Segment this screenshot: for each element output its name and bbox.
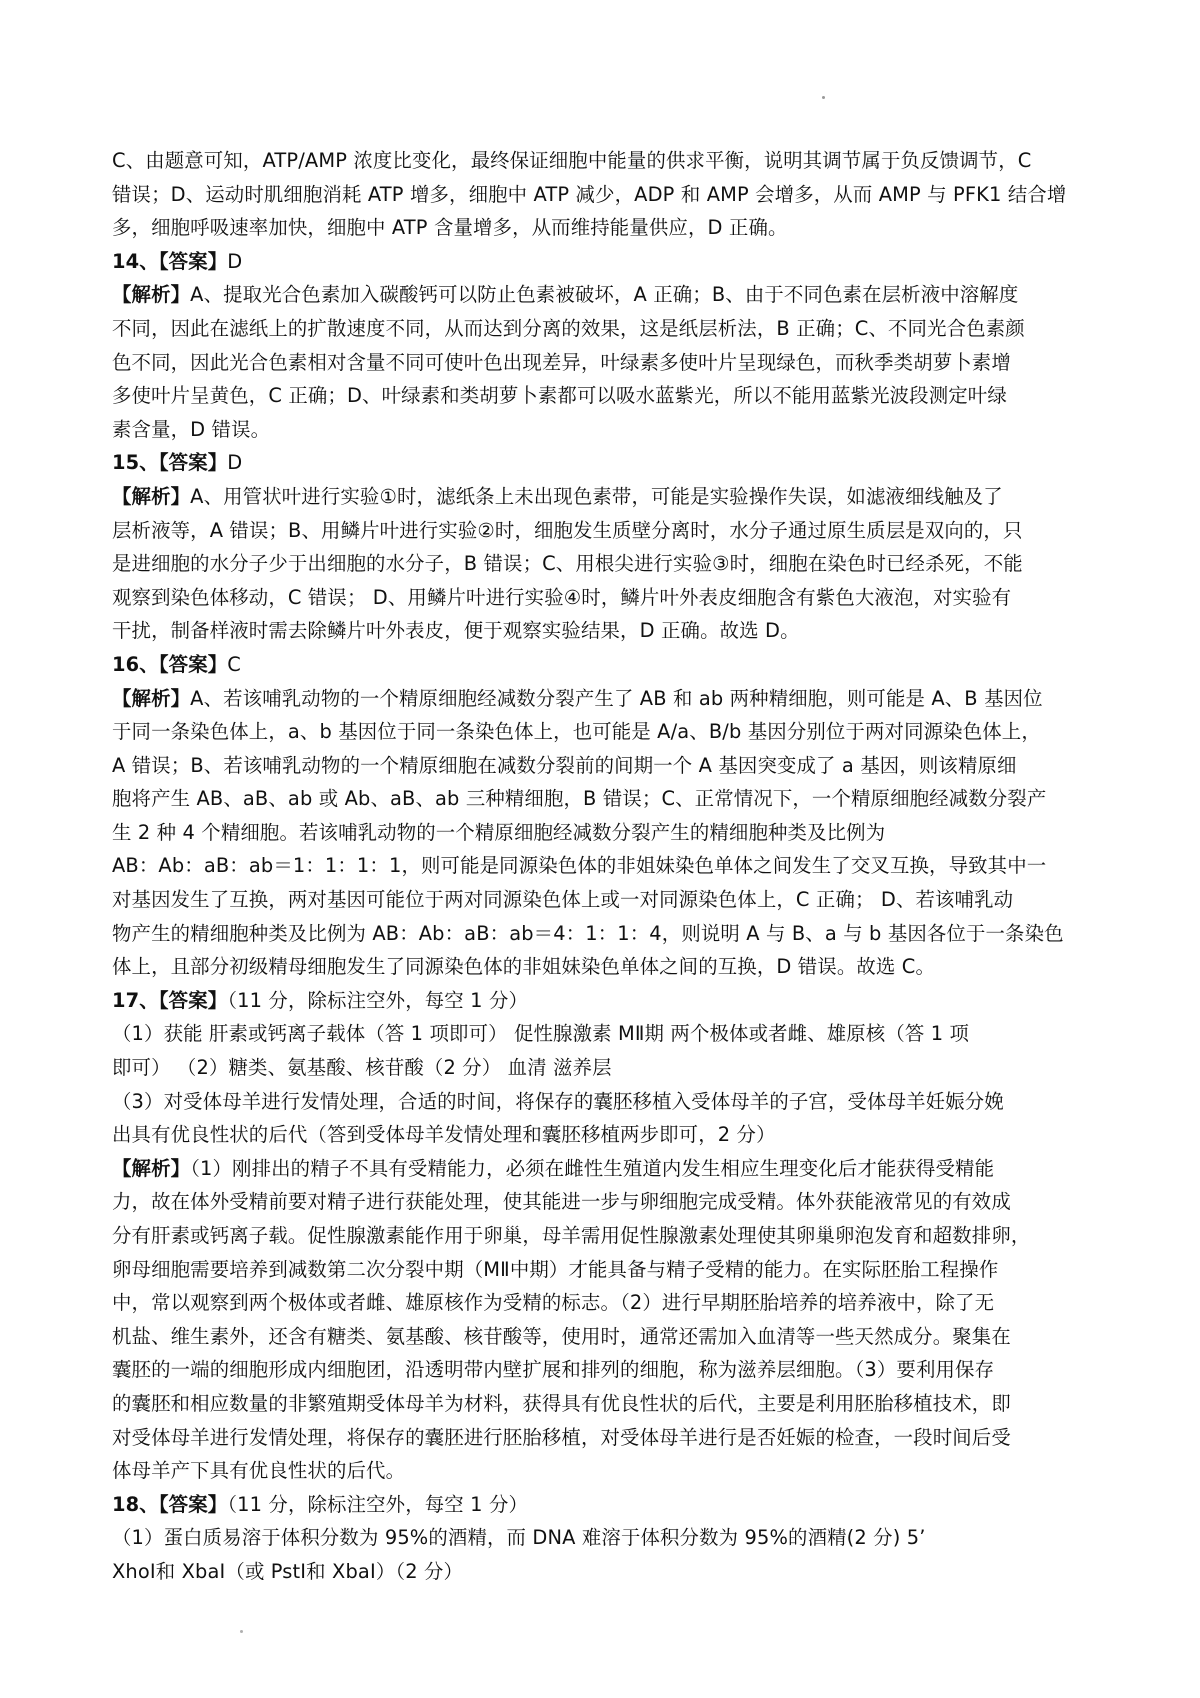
line-text: （1）刚排出的精子不具有受精能力，必须在雌性生殖道内发生相应生理变化后才能获得受精能 [190,1156,995,1180]
answer-line [112,446,1092,480]
line-text: 错误；D、运动时肌细胞消耗 ATP 增多，细胞中 ATP 减少，ADP 和 AMP 会增多，从而 AMP 与 PFK1 结合增 [112,182,1067,206]
line-text: 生 2 种 4 个精细胞。若该哺乳动物的一个精原细胞经减数分裂产生的精细胞种类及比例为 [112,820,886,844]
question-number: 15、 [112,451,159,475]
analysis-line [112,1152,1092,1186]
line-text: 体母羊产下具有优良性状的后代。 [112,1459,406,1483]
question-number: 16、 [112,652,159,676]
line-text: 不同，因此在滤纸上的扩散速度不同，从而达到分离的效果，这是纸层析法，B 正确；C、不同光合色素颜 [112,316,1025,340]
analysis-line [112,682,1092,716]
answer-line [112,1488,1092,1522]
analysis-line [112,547,1092,581]
analysis-line [112,346,1092,380]
analysis-line [112,816,1092,850]
line-text: （3）对受体母羊进行发情处理，合适的时间，将保存的囊胚移植入受体母羊的子宫，受体母羊妊娠分娩 [112,1089,1004,1113]
line-text: 素含量，D 错误。 [112,417,271,441]
analysis-line [112,278,1092,312]
line-text: A 错误；B、若该哺乳动物的一个精原细胞在减数分裂前的间期一个 A 基因突变成了 a 基因，则该精原细 [112,753,1017,777]
answer-tag: 【答案】 [158,652,228,676]
line-text: 分有肝素或钙离子载。促性腺激素能作用于卵巢，母羊需用促性腺激素处理使其卵巢卵泡发育和超数排卵， [112,1224,1031,1247]
analysis-line [112,1219,1092,1253]
scan-dot-bottom [240,1630,243,1633]
analysis-line [112,514,1092,548]
analysis-line [112,1387,1092,1421]
answer-line [112,984,1092,1018]
answer-text: D [227,249,243,273]
question-number: 18、 [112,1492,159,1516]
analysis-line [112,480,1092,514]
line-text: XhoⅠ和 XbaⅠ（或 PstⅠ和 XbaⅠ）（2 分） [112,1559,464,1583]
analysis-line [112,782,1092,816]
analysis-tag: 【解析】 [112,283,191,307]
analysis-line [112,1286,1092,1320]
answer-line [112,245,1092,279]
line-text: 干扰，制备样液时需去除鳞片叶外表皮，便于观察实验结果，D 正确。故选 D。 [112,619,800,643]
analysis-line [112,379,1092,413]
analysis-line [112,715,1092,749]
line-text: AB：Ab：aB：ab＝1：1：1：1，则可能是同源染色体的非姐妹染色单体之间发生了交叉互换，导致其中一 [112,854,1047,878]
line-text: （1）获能 肝素或钙离子载体（答 1 项即可） 促性腺激素 MⅡ期 两个极体或者雌、雄原核（答 1 项 [112,1022,970,1046]
analysis-line [112,849,1092,883]
analysis-line [112,581,1092,615]
line-text: A、若该哺乳动物的一个精原细胞经减数分裂产生了 AB 和 ab 两种精细胞，则可能是 A、B 基因位 [190,686,1043,710]
answer-explanations [112,144,1092,1589]
line-text: 多，细胞呼吸速率加快，细胞中 ATP 含量增多，从而维持能量供应，D 正确。 [112,216,788,240]
line-text: 的囊胚和相应数量的非繁殖期受体母羊为材料，获得具有优良性状的后代，主要是利用胚胎移植技术，即 [112,1391,1011,1415]
text-line [112,211,1092,245]
line-text: 多使叶片呈黄色，C 正确；D、叶绿素和类胡萝卜素都可以吸水蓝紫光，所以不能用蓝紫光波段测定叶绿 [112,384,1007,408]
line-text: 层析液等，A 错误；B、用鳞片叶进行实验②时，细胞发生质壁分离时，水分子通过原生质层是双向的，只 [112,518,1023,542]
line-text: 即可） （2）糖类、氨基酸、核苷酸（2 分） 血清 滋养层 [112,1056,612,1080]
line-text: 观察到染色体移动，C 错误； D、用鳞片叶进行实验④时，鳞片叶外表皮细胞含有紫色大液泡，对实验有 [112,585,1012,609]
line-text: 胞将产生 AB、aB、ab 或 Ab、aB、ab 三种精细胞，B 错误；C、正常情况下，一个精原细胞经减数分裂产 [112,787,1047,811]
line-text: A、提取光合色素加入碳酸钙可以防止色素被破坏，A 正确；B、由于不同色素在层析液中溶解度 [190,283,1019,307]
analysis-line [112,312,1092,346]
text-line [112,1085,1092,1119]
question-number: 17、 [112,988,159,1012]
line-text: 是进细胞的水分子少于出细胞的水分子，B 错误；C、用根尖进行实验③时，细胞在染色时已经杀死，不能 [112,552,1023,576]
line-text: C、由题意可知，ATP/AMP 浓度比变化，最终保证细胞中能量的供求平衡，说明其调节属于负反馈调节，C [112,149,1032,172]
line-text: 物产生的精细胞种类及比例为 AB：Ab：aB：ab＝4：1：1：4，则说明 A 与 B、a 与 b 基因各位于一条染色 [112,921,1064,945]
analysis-line [112,1253,1092,1287]
text-line [112,1521,1092,1555]
text-line [112,178,1092,212]
analysis-line [112,413,1092,447]
line-text: 力，故在体外受精前要对精子进行获能处理，使其能进一步与卵细胞完成受精。体外获能液常见的有效成 [112,1190,1011,1214]
line-text: 于同一条染色体上，a、b 基因位于同一条染色体上，也可能是 A/a、B/b 基因分别位于两对同源染色体上， [112,720,1041,744]
analysis-line [112,614,1092,648]
answer-tag: 【答案】 [158,988,228,1012]
line-text: 机盐、维生素外，还含有糖类、氨基酸、核苷酸等，使用时，通常还需加入血清等一些天然成分。聚集在 [112,1324,1011,1348]
answer-text: D [227,451,243,475]
analysis-tag: 【解析】 [112,484,191,508]
text-line [112,1118,1092,1152]
text-line [112,1555,1092,1589]
answer-text: （11 分，除标注空外，每空 1 分） [227,988,529,1012]
analysis-line [112,1454,1092,1488]
text-line [112,1051,1092,1085]
answer-line [112,648,1092,682]
analysis-line [112,1320,1092,1354]
line-text: 出具有优良性状的后代（答到受体母羊发情处理和囊胚移植两步即可，2 分） [112,1123,776,1147]
line-text: 中，常以观察到两个极体或者雌、雄原核作为受精的标志。（2）进行早期胚胎培养的培养液中，除了无 [112,1291,995,1315]
answer-text: （11 分，除标注空外，每空 1 分） [227,1492,529,1516]
analysis-line [112,1421,1092,1455]
line-text: 对受体母羊进行发情处理，将保存的囊胚进行胚胎移植，对受体母羊进行是否妊娠的检查，一段时间后受 [112,1425,1011,1449]
line-text: 囊胚的一端的细胞形成内细胞团，沿透明带内壁扩展和排列的细胞，称为滋养层细胞。（3）要利用保存 [112,1358,995,1382]
analysis-line [112,917,1092,951]
line-text: A、用管状叶进行实验①时，滤纸条上未出现色素带，可能是实验操作失误，如滤液细线触及了 [190,484,1003,508]
text-line [112,1017,1092,1051]
text-line [112,144,1092,178]
question-number: 14、 [112,249,159,273]
line-text: 卵母细胞需要培养到减数第二次分裂中期（MⅡ中期）才能具备与精子受精的能力。在实际胚胎工程操作 [112,1257,999,1281]
answer-text: C [227,652,241,676]
answer-tag: 【答案】 [158,451,228,475]
analysis-line [112,749,1092,783]
analysis-tag: 【解析】 [112,686,191,710]
answer-tag: 【答案】 [158,1492,228,1516]
analysis-line [112,1353,1092,1387]
line-text: （1）蛋白质易溶于体积分数为 95%的酒精，而 DNA 难溶于体积分数为 95%的酒精(2 分) 5’ [112,1526,926,1550]
line-text: 对基因发生了互换，两对基因可能位于两对同源染色体上或一对同源染色体上，C 正确； D、若该哺乳动 [112,888,1014,912]
scan-dot-top [822,96,825,99]
analysis-tag: 【解析】 [112,1156,191,1180]
analysis-line [112,883,1092,917]
analysis-line [112,950,1092,984]
analysis-line [112,1185,1092,1219]
line-text: 体上，且部分初级精母细胞发生了同源染色体的非姐妹染色单体之间的互换，D 错误。故选 C。 [112,955,936,979]
line-text: 色不同，因此光合色素相对含量不同可使叶色出现差异，叶绿素多使叶片呈现绿色，而秋季类胡萝卜素增 [112,350,1011,374]
answer-tag: 【答案】 [158,249,228,273]
